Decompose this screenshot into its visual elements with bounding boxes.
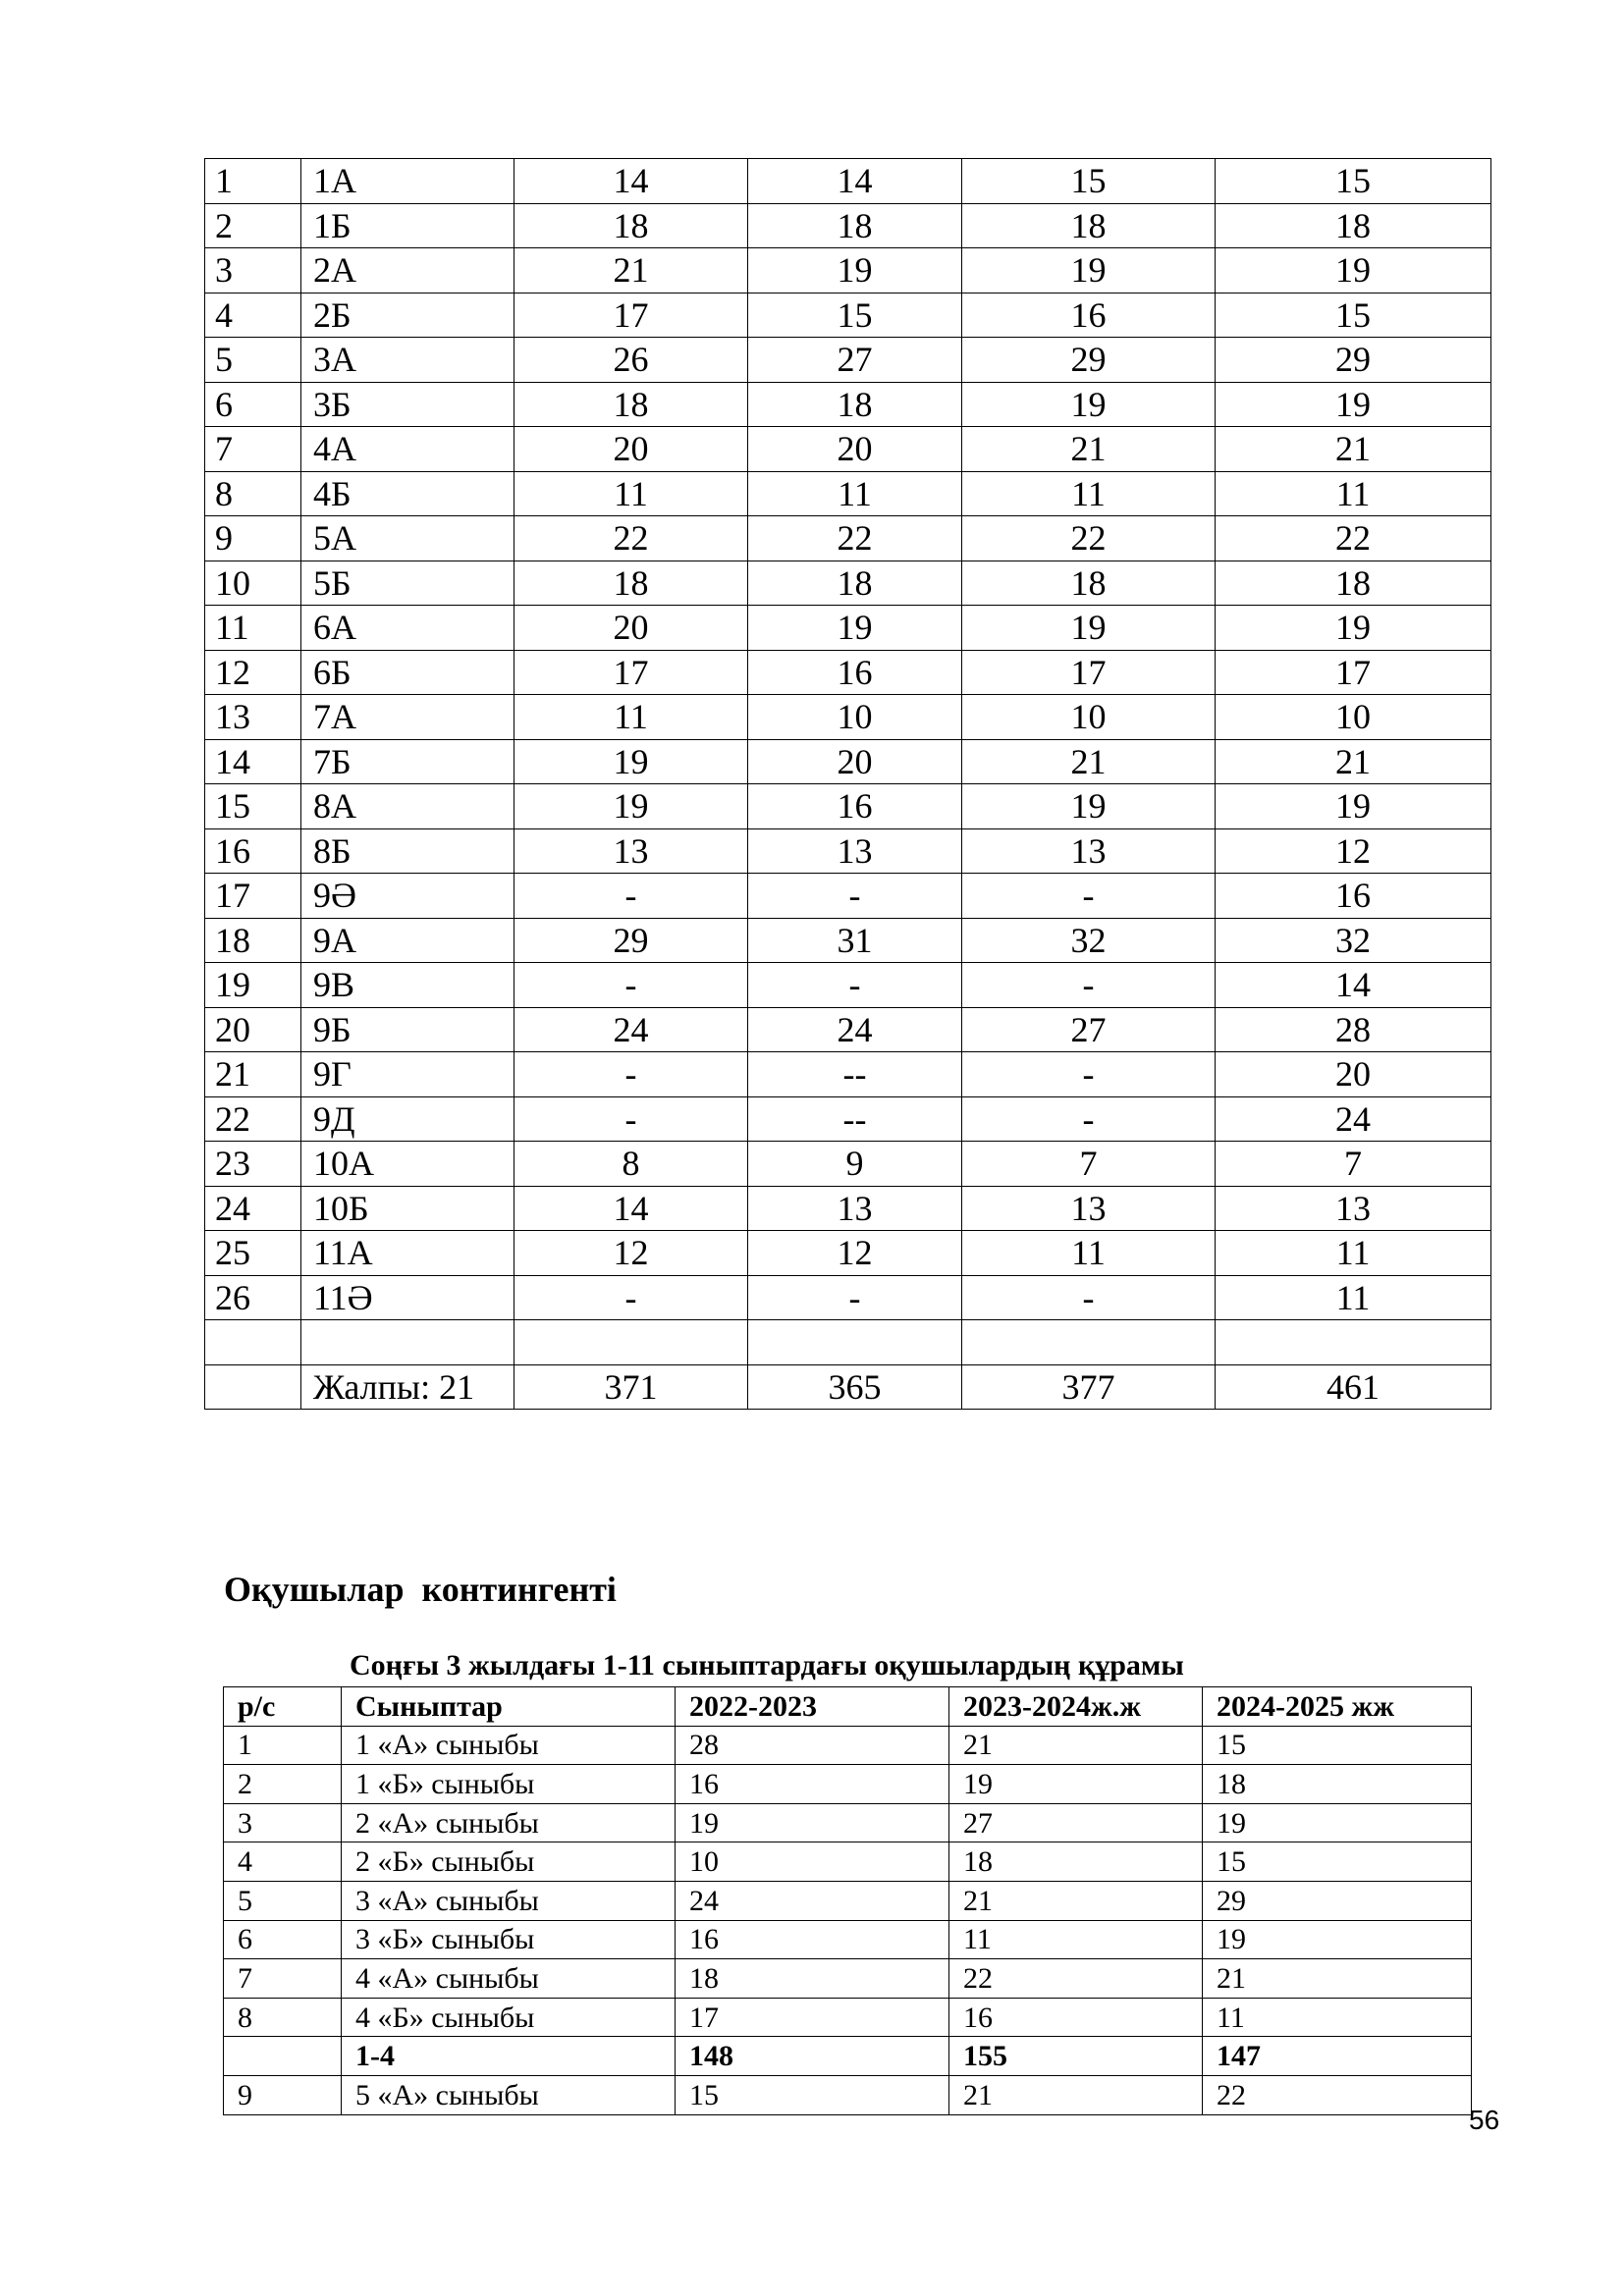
table-cell: 12 bbox=[514, 1231, 748, 1276]
table-cell: 24 bbox=[1216, 1096, 1491, 1142]
table-cell: 18 bbox=[748, 382, 962, 427]
table-cell: 10 bbox=[748, 695, 962, 740]
table-cell: 13 bbox=[205, 695, 301, 740]
table-cell: 11 bbox=[1216, 1231, 1491, 1276]
table-row bbox=[205, 784, 1491, 829]
table-cell: 1 «Б» сыныбы bbox=[342, 1765, 676, 1804]
table-cell: 371 bbox=[514, 1364, 748, 1410]
table-cell: 24 bbox=[748, 1007, 962, 1052]
table-cell: 16 bbox=[676, 1765, 949, 1804]
table-cell: 10А bbox=[301, 1142, 514, 1187]
header-cell-year-2024: 2024-2025 жж bbox=[1203, 1687, 1472, 1727]
table-cell: 22 bbox=[514, 516, 748, 561]
table-cell: 17 bbox=[676, 1998, 949, 2037]
table-cell: 13 bbox=[962, 828, 1216, 874]
table-row bbox=[205, 159, 1491, 204]
table-cell: 19 bbox=[1216, 606, 1491, 651]
table-cell: 461 bbox=[1216, 1364, 1491, 1410]
class-enrollment-table-body bbox=[205, 159, 1491, 1410]
table-cell: 2 «А» сыныбы bbox=[342, 1803, 676, 1842]
table-cell: - bbox=[962, 874, 1216, 919]
table-cell: 4Б bbox=[301, 471, 514, 516]
table-cell: 3 «Б» сыныбы bbox=[342, 1920, 676, 1959]
table-cell: -- bbox=[748, 1052, 962, 1097]
table-cell: 7 bbox=[1216, 1142, 1491, 1187]
table-cell: - bbox=[514, 1275, 748, 1320]
table-cell: 15 bbox=[1203, 1842, 1472, 1882]
table-cell: 11 bbox=[962, 471, 1216, 516]
table-cell: 28 bbox=[1216, 1007, 1491, 1052]
student-contingent-table-body bbox=[224, 1726, 1472, 2114]
header-cell-year-2022: 2022-2023 bbox=[676, 1687, 949, 1727]
table-row bbox=[205, 1275, 1491, 1320]
table-cell: 19 bbox=[676, 1803, 949, 1842]
table-cell bbox=[205, 1364, 301, 1410]
table-cell: 18 bbox=[1216, 203, 1491, 248]
table-cell: 19 bbox=[962, 784, 1216, 829]
table-cell: 8 bbox=[514, 1142, 748, 1187]
table-cell: 17 bbox=[514, 650, 748, 695]
table-cell: 23 bbox=[205, 1142, 301, 1187]
table-cell: 19 bbox=[514, 739, 748, 784]
table-cell: 19 bbox=[949, 1765, 1203, 1804]
table-cell: 19 bbox=[1203, 1803, 1472, 1842]
table-cell: 22 bbox=[962, 516, 1216, 561]
table-row bbox=[205, 1096, 1491, 1142]
table-cell: 11 bbox=[1203, 1998, 1472, 2037]
table-cell: 15 bbox=[676, 2075, 949, 2114]
table-cell: 5А bbox=[301, 516, 514, 561]
table-cell: 9Ә bbox=[301, 874, 514, 919]
table-cell: 9Б bbox=[301, 1007, 514, 1052]
table-cell: 10 bbox=[676, 1842, 949, 1882]
table-cell: 11 bbox=[949, 1920, 1203, 1959]
table-cell: 11 bbox=[962, 1231, 1216, 1276]
table-cell: 22 bbox=[949, 1959, 1203, 1999]
table-cell: 26 bbox=[205, 1275, 301, 1320]
table-cell: 22 bbox=[748, 516, 962, 561]
table-cell: 5Б bbox=[301, 561, 514, 606]
table-cell: 18 bbox=[949, 1842, 1203, 1882]
table-cell: 14 bbox=[748, 159, 962, 204]
table-row bbox=[224, 1959, 1472, 1999]
table-cell: 29 bbox=[962, 338, 1216, 383]
table-cell: 16 bbox=[949, 1998, 1203, 2037]
table-row bbox=[205, 561, 1491, 606]
table-cell: 6 bbox=[224, 1920, 342, 1959]
table-row bbox=[205, 695, 1491, 740]
table-cell: 22 bbox=[1216, 516, 1491, 561]
table-cell: 9Г bbox=[301, 1052, 514, 1097]
table-cell: 14 bbox=[205, 739, 301, 784]
table-row bbox=[205, 1186, 1491, 1231]
table-cell: 155 bbox=[949, 2037, 1203, 2076]
table-cell: 7 bbox=[224, 1959, 342, 1999]
table-cell: 7Б bbox=[301, 739, 514, 784]
table-cell: 21 bbox=[962, 427, 1216, 472]
table-cell: 1Б bbox=[301, 203, 514, 248]
table-cell: 11 bbox=[514, 471, 748, 516]
table-cell: 18 bbox=[1203, 1765, 1472, 1804]
table-cell: 21 bbox=[514, 248, 748, 294]
table-cell: 18 bbox=[514, 382, 748, 427]
table-cell: 15 bbox=[1203, 1726, 1472, 1765]
table-cell: 24 bbox=[676, 1881, 949, 1920]
table-cell: 17 bbox=[205, 874, 301, 919]
table-cell: 2 bbox=[224, 1765, 342, 1804]
table-cell: 3Б bbox=[301, 382, 514, 427]
header-cell-year-2023: 2023-2024ж.ж bbox=[949, 1687, 1203, 1727]
table-cell: 15 bbox=[1216, 293, 1491, 338]
table-row bbox=[205, 338, 1491, 383]
table-cell: 15 bbox=[205, 784, 301, 829]
table-row bbox=[224, 1726, 1472, 1765]
table-row bbox=[205, 1052, 1491, 1097]
table-cell: 2 «Б» сыныбы bbox=[342, 1842, 676, 1882]
table-cell: 18 bbox=[962, 561, 1216, 606]
table-row bbox=[205, 293, 1491, 338]
table-cell: - bbox=[514, 1052, 748, 1097]
table-cell: 7А bbox=[301, 695, 514, 740]
table-row bbox=[205, 874, 1491, 919]
table-cell: 19 bbox=[1216, 784, 1491, 829]
table-cell: 3 bbox=[224, 1803, 342, 1842]
table-cell: 17 bbox=[1216, 650, 1491, 695]
table-cell: 10 bbox=[205, 561, 301, 606]
table-cell: 14 bbox=[514, 159, 748, 204]
table-row bbox=[224, 1920, 1472, 1959]
table-cell: 2Б bbox=[301, 293, 514, 338]
table-cell: 20 bbox=[514, 427, 748, 472]
table-cell: 18 bbox=[514, 561, 748, 606]
table-cell: 24 bbox=[205, 1186, 301, 1231]
table-cell: 18 bbox=[205, 918, 301, 963]
table-cell: 19 bbox=[962, 606, 1216, 651]
table-row bbox=[224, 1842, 1472, 1882]
table-cell: 13 bbox=[748, 1186, 962, 1231]
table-cell: - bbox=[962, 963, 1216, 1008]
table-cell: 12 bbox=[205, 650, 301, 695]
table-cell: 20 bbox=[748, 427, 962, 472]
table-cell: 19 bbox=[1203, 1920, 1472, 1959]
table-cell: 18 bbox=[962, 203, 1216, 248]
table-row bbox=[205, 248, 1491, 294]
table-cell: 29 bbox=[1203, 1881, 1472, 1920]
table-cell: 9В bbox=[301, 963, 514, 1008]
table-cell: 16 bbox=[748, 784, 962, 829]
table-cell: 20 bbox=[748, 739, 962, 784]
table-cell: 19 bbox=[205, 963, 301, 1008]
table-cell: - bbox=[514, 963, 748, 1008]
table-row bbox=[205, 650, 1491, 695]
table-cell bbox=[224, 2037, 342, 2076]
table-cell: 21 bbox=[962, 739, 1216, 784]
table-cell: 3 «А» сыныбы bbox=[342, 1881, 676, 1920]
table-cell: 9 bbox=[224, 2075, 342, 2114]
table-cell: 7 bbox=[205, 427, 301, 472]
table-cell: 8 bbox=[205, 471, 301, 516]
table-cell: 1А bbox=[301, 159, 514, 204]
table-cell: 4А bbox=[301, 427, 514, 472]
table-cell: 32 bbox=[962, 918, 1216, 963]
table-cell bbox=[962, 1320, 1216, 1365]
table-cell: 21 bbox=[1216, 427, 1491, 472]
table-cell: 19 bbox=[962, 248, 1216, 294]
table-cell: 13 bbox=[748, 828, 962, 874]
table-cell: 16 bbox=[962, 293, 1216, 338]
table-cell bbox=[748, 1320, 962, 1365]
table-row bbox=[224, 2075, 1472, 2114]
table-cell: - bbox=[748, 963, 962, 1008]
table-cell: 27 bbox=[949, 1803, 1203, 1842]
table-cell: 16 bbox=[676, 1920, 949, 1959]
table-cell: - bbox=[748, 1275, 962, 1320]
table-cell: 9Д bbox=[301, 1096, 514, 1142]
table-cell: 16 bbox=[1216, 874, 1491, 919]
table-cell: 1 «А» сыныбы bbox=[342, 1726, 676, 1765]
header-cell-classes: Сыныптар bbox=[342, 1687, 676, 1727]
table-cell: 9 bbox=[205, 516, 301, 561]
table-cell: - bbox=[748, 874, 962, 919]
table-cell: 14 bbox=[1216, 963, 1491, 1008]
table-cell: 21 bbox=[949, 2075, 1203, 2114]
table-cell: 6А bbox=[301, 606, 514, 651]
table-cell: 8 bbox=[224, 1998, 342, 2037]
table-cell: 18 bbox=[748, 561, 962, 606]
table-cell: 26 bbox=[514, 338, 748, 383]
table-cell: 148 bbox=[676, 2037, 949, 2076]
table-cell: 29 bbox=[1216, 338, 1491, 383]
table-cell: 27 bbox=[962, 1007, 1216, 1052]
table-cell: 28 bbox=[676, 1726, 949, 1765]
table-cell: 19 bbox=[1216, 248, 1491, 294]
table-row bbox=[224, 1881, 1472, 1920]
table-cell: 4 bbox=[205, 293, 301, 338]
table-cell: 4 bbox=[224, 1842, 342, 1882]
table-cell: 22 bbox=[1203, 2075, 1472, 2114]
table-cell: 19 bbox=[1216, 382, 1491, 427]
table-cell: 15 bbox=[1216, 159, 1491, 204]
table-cell: - bbox=[962, 1096, 1216, 1142]
table-cell: 7 bbox=[962, 1142, 1216, 1187]
table-cell: 19 bbox=[748, 248, 962, 294]
table-cell: 16 bbox=[205, 828, 301, 874]
table-cell: 11 bbox=[748, 471, 962, 516]
table-cell: 8А bbox=[301, 784, 514, 829]
table-cell: 9 bbox=[748, 1142, 962, 1187]
table-cell: 10Б bbox=[301, 1186, 514, 1231]
table-cell: 1-4 bbox=[342, 2037, 676, 2076]
table-cell bbox=[1216, 1320, 1491, 1365]
table-cell: 4 «Б» сыныбы bbox=[342, 1998, 676, 2037]
table-row bbox=[224, 1998, 1472, 2037]
class-enrollment-table bbox=[204, 158, 1491, 1410]
table-row bbox=[205, 739, 1491, 784]
table-cell: - bbox=[514, 874, 748, 919]
table-row bbox=[224, 1765, 1472, 1804]
table-cell: 13 bbox=[1216, 1186, 1491, 1231]
table-cell: - bbox=[514, 1096, 748, 1142]
table-cell: 18 bbox=[1216, 561, 1491, 606]
table-row bbox=[205, 427, 1491, 472]
table-cell: -- bbox=[748, 1096, 962, 1142]
table-row bbox=[205, 828, 1491, 874]
table-row bbox=[205, 516, 1491, 561]
table-cell: 8Б bbox=[301, 828, 514, 874]
table-cell: 12 bbox=[1216, 828, 1491, 874]
table-cell: 9А bbox=[301, 918, 514, 963]
table-cell: 10 bbox=[962, 695, 1216, 740]
table-row bbox=[205, 606, 1491, 651]
table-cell: 11 bbox=[1216, 471, 1491, 516]
student-contingent-table bbox=[223, 1686, 1472, 2115]
table-cell: 21 bbox=[1216, 739, 1491, 784]
table-cell bbox=[205, 1320, 301, 1365]
table-cell: 20 bbox=[1216, 1052, 1491, 1097]
table-cell: 5 bbox=[224, 1881, 342, 1920]
table-cell: 17 bbox=[962, 650, 1216, 695]
table-cell: 13 bbox=[962, 1186, 1216, 1231]
table-cell: 21 bbox=[949, 1881, 1203, 1920]
table-cell: 19 bbox=[962, 382, 1216, 427]
section-heading: Оқушылар контингенті bbox=[224, 1570, 617, 1609]
table-cell: 21 bbox=[1203, 1959, 1472, 1999]
page-number: 56 bbox=[1469, 2105, 1500, 2135]
table-cell: 24 bbox=[514, 1007, 748, 1052]
table-cell: 4 «А» сыныбы bbox=[342, 1959, 676, 1999]
table-cell: 32 bbox=[1216, 918, 1491, 963]
table-cell: 15 bbox=[748, 293, 962, 338]
table-cell: 3 bbox=[205, 248, 301, 294]
table-cell: 13 bbox=[514, 828, 748, 874]
table-cell: 3А bbox=[301, 338, 514, 383]
table-cell: 27 bbox=[748, 338, 962, 383]
table-cell: 16 bbox=[748, 650, 962, 695]
table-cell: 377 bbox=[962, 1364, 1216, 1410]
table-cell bbox=[301, 1320, 514, 1365]
table-cell: 147 bbox=[1203, 2037, 1472, 2076]
table-cell: 20 bbox=[514, 606, 748, 651]
table-row bbox=[205, 1007, 1491, 1052]
table-cell: - bbox=[962, 1052, 1216, 1097]
table-cell: 12 bbox=[748, 1231, 962, 1276]
table-cell: 18 bbox=[514, 203, 748, 248]
table-cell: 11 bbox=[514, 695, 748, 740]
table-row bbox=[205, 1364, 1491, 1410]
table-row bbox=[205, 963, 1491, 1008]
subtotal-row bbox=[224, 2037, 1472, 2076]
table-cell: 365 bbox=[748, 1364, 962, 1410]
table-caption: Соңғы 3 жылдағы 1-11 сыныптардағы оқушылардың құрамы bbox=[350, 1649, 1184, 1682]
table-cell: 2А bbox=[301, 248, 514, 294]
table-cell: 6 bbox=[205, 382, 301, 427]
table-cell: 6Б bbox=[301, 650, 514, 695]
table-cell: 20 bbox=[205, 1007, 301, 1052]
table-row bbox=[205, 1231, 1491, 1276]
header-cell-index: р/с bbox=[224, 1687, 342, 1727]
table-cell bbox=[514, 1320, 748, 1365]
table-cell: 21 bbox=[949, 1726, 1203, 1765]
table-row bbox=[205, 203, 1491, 248]
table-cell: 1 bbox=[205, 159, 301, 204]
table-cell: 21 bbox=[205, 1052, 301, 1097]
table-cell: 29 bbox=[514, 918, 748, 963]
table-cell: 25 bbox=[205, 1231, 301, 1276]
table-row bbox=[205, 471, 1491, 516]
table-cell: 11Ә bbox=[301, 1275, 514, 1320]
table-cell: 19 bbox=[514, 784, 748, 829]
table-row bbox=[205, 918, 1491, 963]
table-cell: 22 bbox=[205, 1096, 301, 1142]
table-cell: 1 bbox=[224, 1726, 342, 1765]
table-row bbox=[224, 1803, 1472, 1842]
table-cell: 15 bbox=[962, 159, 1216, 204]
table-cell: 2 bbox=[205, 203, 301, 248]
table-cell: 19 bbox=[748, 606, 962, 651]
table-cell: 5 bbox=[205, 338, 301, 383]
table-cell: 11А bbox=[301, 1231, 514, 1276]
table-header-row bbox=[224, 1687, 1472, 1727]
table-cell: 5 «А» сыныбы bbox=[342, 2075, 676, 2114]
table-cell: 11 bbox=[1216, 1275, 1491, 1320]
table-cell: 11 bbox=[205, 606, 301, 651]
table-cell: 18 bbox=[748, 203, 962, 248]
table-cell: 31 bbox=[748, 918, 962, 963]
table-cell: 10 bbox=[1216, 695, 1491, 740]
table-cell: 14 bbox=[514, 1186, 748, 1231]
table-row bbox=[205, 1320, 1491, 1365]
table-cell: 18 bbox=[676, 1959, 949, 1999]
table-row bbox=[205, 382, 1491, 427]
table-cell: - bbox=[962, 1275, 1216, 1320]
table-cell: Жалпы: 21 bbox=[301, 1364, 514, 1410]
table-row bbox=[205, 1142, 1491, 1187]
table-cell: 17 bbox=[514, 293, 748, 338]
